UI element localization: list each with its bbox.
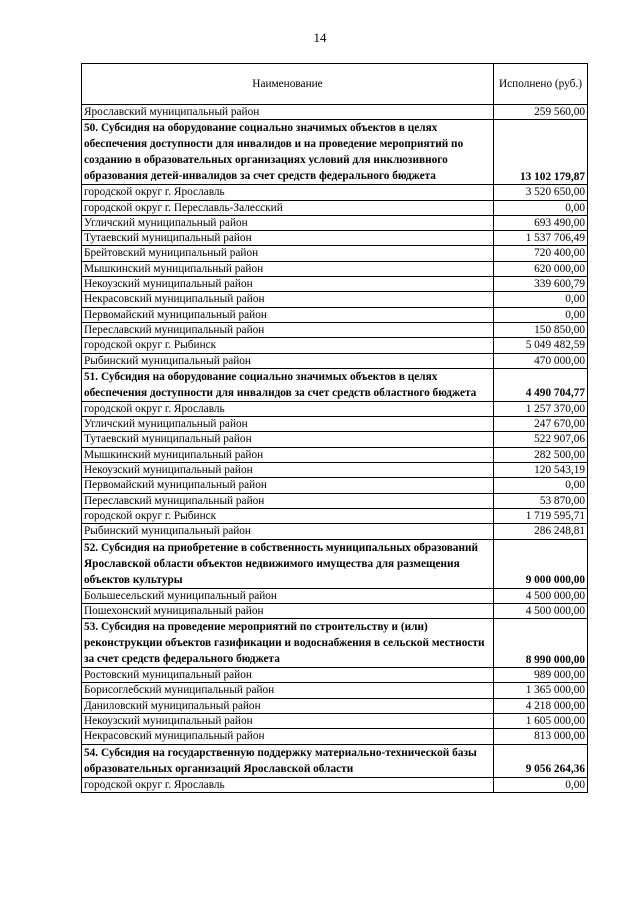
row-name: Первомайский муниципальный район (82, 307, 494, 322)
table-row (82, 277, 588, 292)
row-name: городской округ г. Ярославль (82, 185, 494, 200)
table-row (82, 417, 588, 432)
section-total: 9 056 264,36 (494, 744, 588, 777)
header-executed: Исполнено (руб.) (494, 64, 588, 105)
row-amount: 693 490,00 (494, 215, 588, 230)
row-name: Тутаевский муниципальный район (82, 231, 494, 246)
table-header-row (82, 64, 588, 105)
row-name: городской округ г. Рыбинск (82, 508, 494, 523)
row-amount: 4 218 000,00 (494, 698, 588, 713)
row-name: Угличский муниципальный район (82, 215, 494, 230)
section-title: 52. Субсидия на приобретение в собственность муниципальных образований Ярославской области объектов недвижимого имущества для размещения объектов культуры (82, 539, 494, 588)
row-name: Тутаевский муниципальный район (82, 432, 494, 447)
row-amount: 4 500 000,00 (494, 588, 588, 603)
table-row (82, 401, 588, 416)
table-row (82, 777, 588, 792)
row-amount: 1 365 000,00 (494, 683, 588, 698)
table-row (82, 215, 588, 230)
row-amount: 1 605 000,00 (494, 714, 588, 729)
section-total: 8 990 000,00 (494, 619, 588, 668)
table-row (82, 432, 588, 447)
row-name: городской округ г. Ярославль (82, 777, 494, 792)
table-row (82, 493, 588, 508)
table-row (82, 185, 588, 200)
table-row (82, 292, 588, 307)
table-row (82, 105, 588, 120)
table-row (82, 338, 588, 353)
row-name: Угличский муниципальный район (82, 417, 494, 432)
section-row (82, 619, 588, 668)
table-row (82, 714, 588, 729)
row-amount: 0,00 (494, 478, 588, 493)
row-name: Некрасовский муниципальный район (82, 729, 494, 744)
row-name: Переславский муниципальный район (82, 493, 494, 508)
table-row (82, 200, 588, 215)
row-amount: 1 257 370,00 (494, 401, 588, 416)
table-row (82, 729, 588, 744)
section-row (82, 120, 588, 185)
table-row (82, 353, 588, 368)
table-row (82, 463, 588, 478)
section-total: 9 000 000,00 (494, 539, 588, 588)
row-name: Пошехонский муниципальный район (82, 603, 494, 618)
row-name: Первомайский муниципальный район (82, 478, 494, 493)
section-title: 53. Субсидия на проведение мероприятий по строительству и (или) реконструкции объектов газификации и водоснабжения в сельской местности за счет средств федерального бюджета (82, 619, 494, 668)
row-name: Некоузский муниципальный район (82, 277, 494, 292)
table-row (82, 478, 588, 493)
row-name: Большесельский муниципальный район (82, 588, 494, 603)
row-name: Ярославский муниципальный район (82, 105, 494, 120)
row-amount: 989 000,00 (494, 668, 588, 683)
table-row (82, 668, 588, 683)
row-amount: 4 500 000,00 (494, 603, 588, 618)
table-row (82, 261, 588, 276)
row-name: Мышкинский муниципальный район (82, 447, 494, 462)
row-amount: 0,00 (494, 307, 588, 322)
row-amount: 5 049 482,59 (494, 338, 588, 353)
row-amount: 0,00 (494, 292, 588, 307)
section-row (82, 368, 588, 401)
row-amount: 720 400,00 (494, 246, 588, 261)
row-name: Мышкинский муниципальный район (82, 261, 494, 276)
row-name: Некрасовский муниципальный район (82, 292, 494, 307)
row-amount: 470 000,00 (494, 353, 588, 368)
header-name: Наименование (82, 64, 494, 105)
table-row (82, 322, 588, 337)
table-row (82, 524, 588, 539)
section-title: 50. Субсидия на оборудование социально значимых объектов в целях обеспечения доступности для инвалидов и на проведение мероприятий по созданию в образовательных организациях условий для инклюзивного образования детей-инвалидов за счет средств федерального бюджета (82, 120, 494, 185)
row-name: городской округ г. Ярославль (82, 401, 494, 416)
row-name: Некоузский муниципальный район (82, 463, 494, 478)
row-amount: 0,00 (494, 200, 588, 215)
row-amount: 813 000,00 (494, 729, 588, 744)
table-row (82, 603, 588, 618)
row-amount: 150 850,00 (494, 322, 588, 337)
row-amount: 286 248,81 (494, 524, 588, 539)
row-name: Переславский муниципальный район (82, 322, 494, 337)
row-name: Некоузский муниципальный район (82, 714, 494, 729)
section-total: 13 102 179,87 (494, 120, 588, 185)
section-row (82, 744, 588, 777)
row-amount: 522 907,06 (494, 432, 588, 447)
table-row (82, 231, 588, 246)
row-name: Брейтовский муниципальный район (82, 246, 494, 261)
row-amount: 247 670,00 (494, 417, 588, 432)
page-number: 14 (313, 30, 327, 45)
row-amount: 53 870,00 (494, 493, 588, 508)
row-amount: 339 600,79 (494, 277, 588, 292)
table-row (82, 683, 588, 698)
section-title: 51. Субсидия на оборудование социально значимых объектов в целях обеспечения доступности для инвалидов за счет средств областного бюджета (82, 368, 494, 401)
row-name: Рыбинский муниципальный район (82, 524, 494, 539)
section-title: 54. Субсидия на государственную поддержку материально-технической базы образовательных организаций Ярославской области (82, 744, 494, 777)
row-amount: 1 537 706,49 (494, 231, 588, 246)
row-name: Рыбинский муниципальный район (82, 353, 494, 368)
row-name: Борисоглебский муниципальный район (82, 683, 494, 698)
row-amount: 282 500,00 (494, 447, 588, 462)
row-amount: 620 000,00 (494, 261, 588, 276)
table-row (82, 307, 588, 322)
section-row (82, 539, 588, 588)
section-total: 4 490 704,77 (494, 368, 588, 401)
row-amount: 1 719 595,71 (494, 508, 588, 523)
row-amount: 120 543,19 (494, 463, 588, 478)
row-amount: 259 560,00 (494, 105, 588, 120)
row-name: городской округ г. Переславль-Залесский (82, 200, 494, 215)
table-body (82, 105, 588, 793)
table-row (82, 246, 588, 261)
row-name: городской округ г. Рыбинск (82, 338, 494, 353)
subsidy-table (81, 63, 588, 793)
row-name: Даниловский муниципальный район (82, 698, 494, 713)
row-amount: 0,00 (494, 777, 588, 792)
row-amount: 3 520 650,00 (494, 185, 588, 200)
table-row (82, 588, 588, 603)
table-row (82, 698, 588, 713)
row-name: Ростовский муниципальный район (82, 668, 494, 683)
table-row (82, 508, 588, 523)
table-row (82, 447, 588, 462)
